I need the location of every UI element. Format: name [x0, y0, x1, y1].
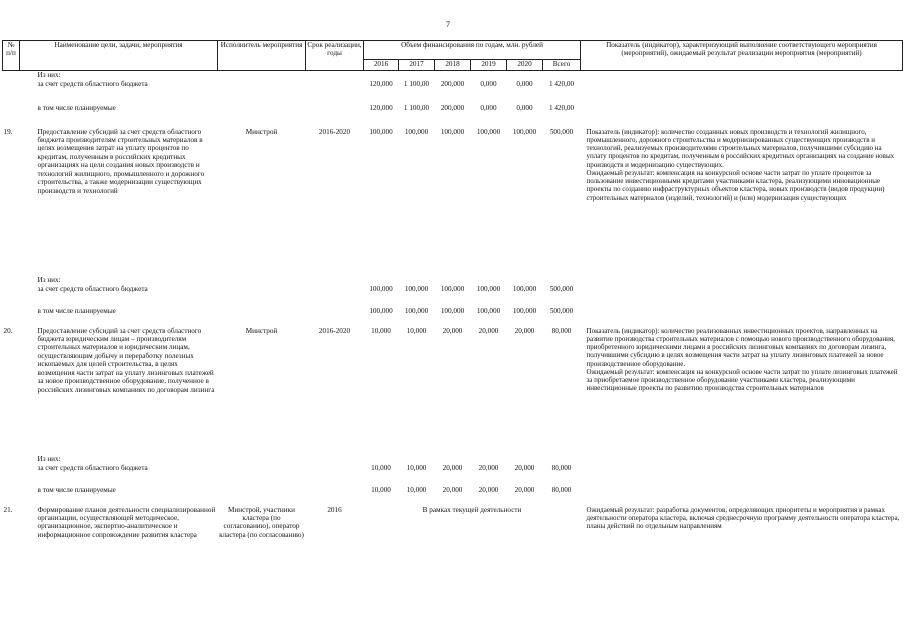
value-cell: 100,000 [369, 127, 393, 136]
header-name: Наименование цели, задачи, мероприятия [20, 41, 218, 71]
value-cell: 100,000 [369, 306, 393, 315]
value-cell: 20,000 [442, 463, 463, 472]
table-row [3, 104, 903, 128]
value-cell: 20,000 [442, 326, 463, 335]
table-row [3, 327, 903, 455]
value-cell: 100,000 [476, 306, 501, 315]
header-year: 2018 [435, 60, 471, 71]
table-row [3, 307, 903, 327]
value-cell: 0,000 [480, 79, 497, 88]
total-cell: 500,000 [549, 284, 574, 293]
row-number: 21. [3, 505, 13, 514]
header-period: Срок реализации, годы [306, 41, 364, 71]
executor: Минстрой [245, 326, 278, 335]
header-num: № п/п [3, 41, 20, 71]
table-header-row [3, 41, 903, 60]
from-them-label: Из них: [37, 275, 61, 284]
header-year: 2020 [507, 60, 543, 71]
value-cell: 100,000 [404, 306, 429, 315]
value-cell: 20,000 [478, 326, 499, 335]
value-cell: 100,000 [512, 127, 537, 136]
planned-label: в том числе планируемые [37, 103, 116, 112]
value-cell: 10,000 [371, 485, 391, 494]
regional-budget-label: за счет средств областного бюджета [37, 79, 148, 88]
period: 2016-2020 [318, 326, 351, 335]
planned-label: в том числе планируемые [37, 306, 116, 315]
expected-result-text: Ожидаемый результат: компенсация на конкурсной основе части затрат по уплате процентов за пользование инвестиционными кредитами участниками кластера, реализующими инновационные проекты по созданию инфраструктурных объектов кластера, новых производств (видов продукции) строительных материалов (изделий, технологий) и (или) модернизация существующих [586, 168, 885, 202]
value-cell: 100,000 [404, 284, 429, 293]
table-row [3, 276, 903, 285]
total-cell: 80,000 [551, 463, 572, 472]
value-cell: 10,000 [371, 463, 391, 472]
executor: Минстрой, участники кластера (по согласованию), оператор кластера (по согласованию) [219, 505, 304, 539]
row-number: 20. [3, 326, 13, 335]
row-number: 19. [3, 127, 13, 136]
total-cell: 80,000 [551, 485, 572, 494]
value-cell: 20,000 [442, 485, 463, 494]
planned-label: в том числе планируемые [37, 485, 116, 494]
regional-budget-label: за счет средств областного бюджета [37, 284, 148, 293]
header-year: 2019 [471, 60, 507, 71]
total-cell: 80,000 [551, 326, 572, 335]
total-cell: 500,000 [549, 127, 574, 136]
value-cell: 100,000 [404, 127, 429, 136]
funding-note: В рамках текущей деятельности [422, 505, 522, 514]
table-row [3, 506, 903, 568]
value-cell: 100,000 [476, 127, 501, 136]
value-cell: 10,000 [371, 326, 391, 335]
value-cell: 200,000 [440, 79, 465, 88]
value-cell: 100,000 [512, 306, 537, 315]
value-cell: 0,000 [516, 103, 533, 112]
measure-name: Предоставление субсидий за счет средств областного бюджета производителям строительных материалов в целях возмещения затрат на уплату процентов по кредитам, полученным в российских кредитных организациях на цели создания новых производств и технологий жилищного, промышленного и дорожного строительства, а также модернизации существующих производств и технологий [37, 127, 205, 195]
value-cell: 100,000 [512, 284, 537, 293]
value-cell: 120,000 [369, 79, 393, 88]
value-cell: 20,000 [478, 485, 499, 494]
from-them-label: Из них: [37, 454, 61, 463]
page-number: 7 [446, 20, 450, 29]
header-year: 2016 [364, 60, 399, 71]
table-row [3, 464, 903, 486]
value-cell: 100,000 [440, 306, 465, 315]
measure-name: Формирование планов деятельности специализированной организации, осуществляющей методическое, организационное, экспертно-аналитическое и информационное сопровождение развития кластера [37, 505, 216, 539]
header-year: 2017 [399, 60, 435, 71]
expected-result-text: Ожидаемый результат: разработка документов, определяющих приоритеты и мероприятия в рамках деятельности оператора кластера, включая среднесрочную программу деятельности оператора кластера, планы действий по отдельным направлениям [586, 505, 900, 530]
value-cell: 10,000 [406, 463, 427, 472]
period: 2016-2020 [318, 127, 351, 136]
indicator-text: Показатель (индикатор): количество созданных новых производств и технологий жилищного, промышленного, дорожного строительства и модернизированных существующих производств и технологий, реализуемых производителями строительных материалов, получившими субсидию на уплату процентов по кредитам, полученным в российских кредитных организациях на создание новых производств и модернизацию существующих. [586, 127, 895, 169]
header-total: Всего [543, 60, 581, 71]
value-cell: 10,000 [406, 485, 427, 494]
total-cell: 500,000 [549, 306, 574, 315]
value-cell: 120,000 [369, 103, 393, 112]
table-row [3, 285, 903, 307]
total-cell: 1 420,00 [548, 103, 575, 112]
table-row [3, 80, 903, 104]
value-cell: 1 100,00 [403, 79, 430, 88]
financing-table [2, 40, 903, 568]
indicator-text: Показатель (индикатор): количество реализованных инвестиционных проектов, направленных на развитие производства строительных материалов с помощью нового производственного оборудования, приобретенного юридическими лицами в российских лизинговых компаниях по договорам лизинга, получившими субсидию в целях возмещения части затрат на уплату лизинговых платежей за новое производственное оборудование. [586, 326, 895, 368]
table-row [3, 71, 903, 80]
measure-name: Предоставление субсидий за счет средств областного бюджета юридическим лицам – производителям строительных материалов и юридическим лицам, осуществляющим добычу и переработку полезных ископаемых для целей строительства, в целях возмещения части затрат на уплату лизинговых платежей за новое производственное оборудование, полученное в российских лизинговых компаниях по договорам лизинга [37, 326, 215, 394]
header-indicator: Показатель (индикатор), характеризующий выполнение соответствующего мероприятия (мероприятий), ожидаемый результат реализации мероприятия (мероприятий) [581, 41, 903, 71]
table-row [3, 486, 903, 506]
value-cell: 100,000 [440, 284, 465, 293]
value-cell: 20,000 [514, 485, 535, 494]
value-cell: 100,000 [440, 127, 465, 136]
value-cell: 1 100,00 [403, 103, 430, 112]
value-cell: 20,000 [478, 463, 499, 472]
header-funding: Объем финансирования по годам, млн. рублей [364, 41, 581, 60]
total-cell: 1 420,00 [548, 79, 575, 88]
value-cell: 100,000 [369, 284, 393, 293]
value-cell: 0,000 [480, 103, 497, 112]
value-cell: 20,000 [514, 326, 535, 335]
from-them-label: Из них: [37, 71, 61, 79]
value-cell: 0,000 [516, 79, 533, 88]
period: 2016 [327, 505, 342, 514]
executor: Минстрой [245, 127, 278, 136]
table-row [3, 128, 903, 276]
value-cell: 10,000 [406, 326, 427, 335]
regional-budget-label: за счет средств областного бюджета [37, 463, 148, 472]
expected-result-text: Ожидаемый результат: компенсация на конкурсной основе части затрат по уплате лизинговых платежей за приобретаемое производственное оборудование участниками кластера, реализующими инвестиционные проекты по развитию производства строительных материалов [586, 367, 898, 393]
header-executor: Исполнитель мероприятия [218, 41, 306, 71]
value-cell: 20,000 [514, 463, 535, 472]
value-cell: 100,000 [476, 284, 501, 293]
table-row [3, 455, 903, 464]
value-cell: 200,000 [440, 103, 465, 112]
